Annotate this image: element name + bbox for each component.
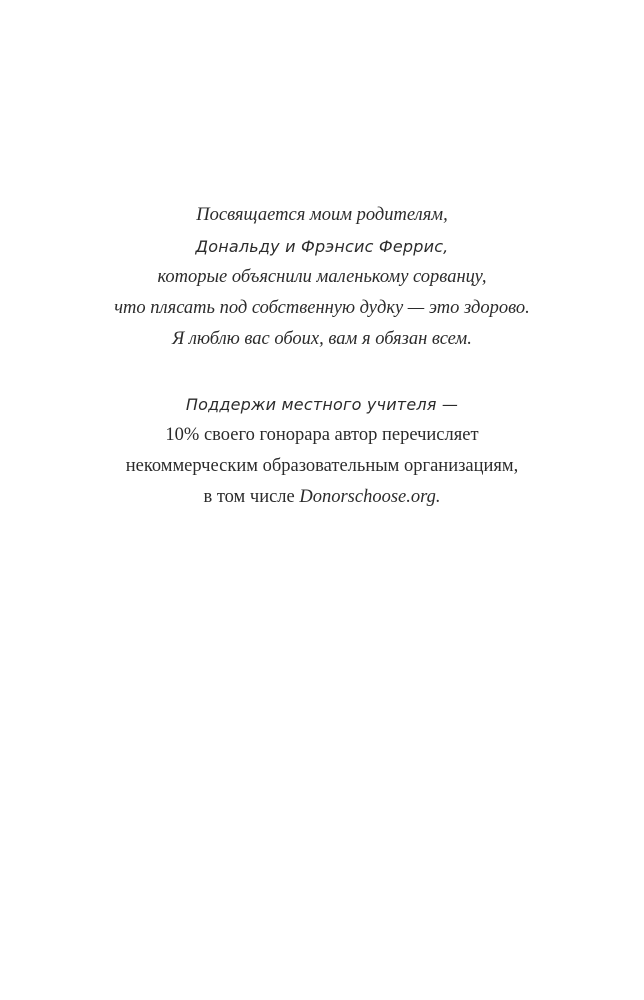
dedication-line: Посвящается моим родителям,: [196, 205, 448, 225]
support-heading: Поддержи местного учителя —: [185, 395, 459, 414]
dedication-parents-names: Дональду и Фрэнсис Феррис,: [195, 237, 449, 256]
dedication-line: Я люблю вас обоих, вам я обязан всем.: [172, 329, 472, 349]
support-line-prefix: в том числе: [203, 487, 295, 507]
support-line: 10% своего гонорара автор перечисляет: [165, 425, 479, 445]
support-line: некоммерческим образовательным организациям,: [125, 456, 519, 476]
dedication-line: что плясать под собственную дудку — это здорово.: [114, 298, 530, 318]
support-block: [0, 389, 644, 513]
support-line-site: [0, 482, 644, 513]
dedication-line: которые объяснили маленькому сорванцу,: [157, 267, 487, 287]
dedication-block: [0, 200, 644, 355]
donorschoose-site: Donorschoose.org.: [299, 487, 441, 507]
